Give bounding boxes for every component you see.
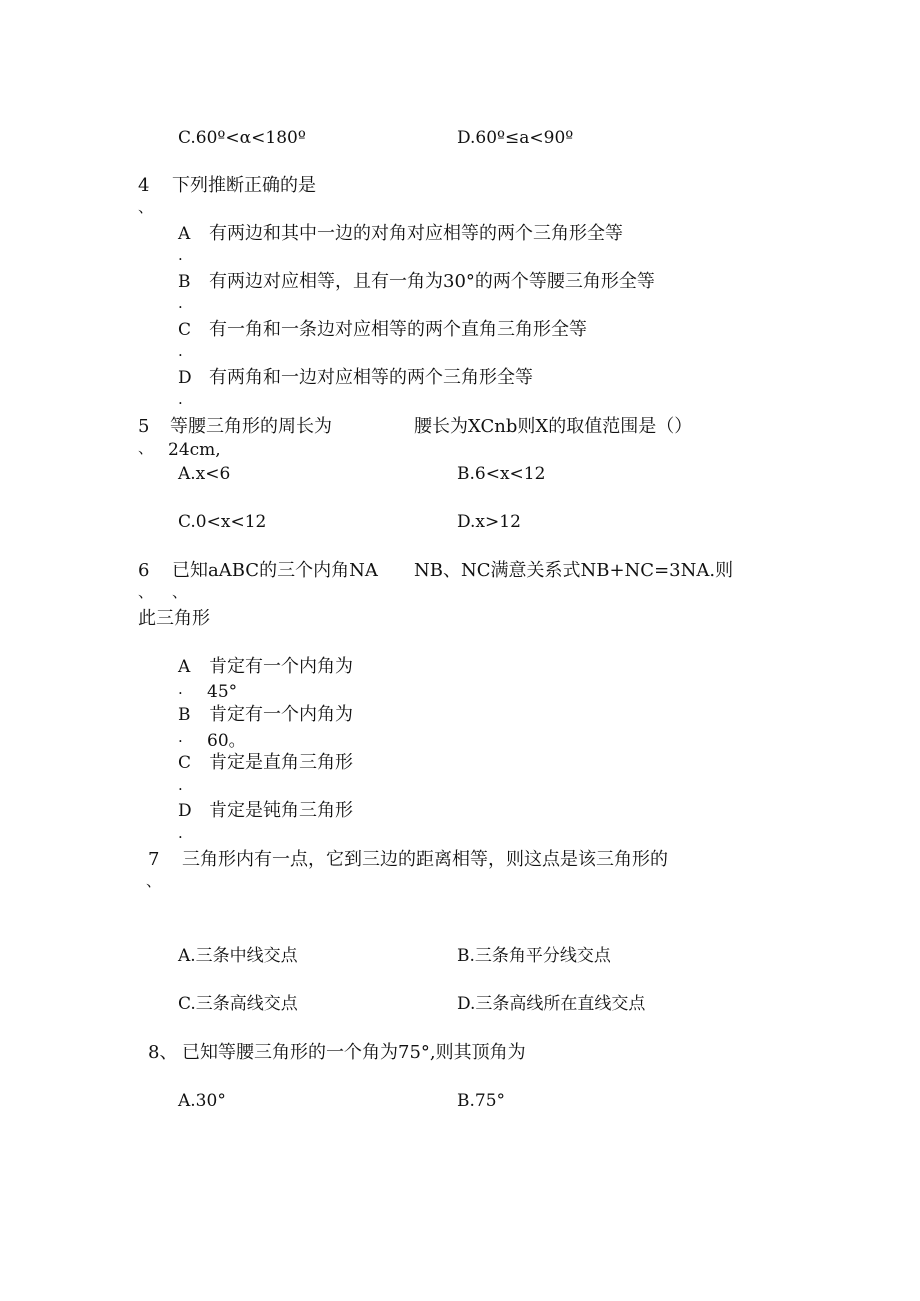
q7-option-c: C.三条高线交点 xyxy=(178,994,298,1014)
q4-option-a-letter: A xyxy=(178,224,191,244)
q8-stem: 已知等腰三角形的一个角为75°,则其顶角为 xyxy=(182,1042,526,1063)
q7-number: 7 xyxy=(148,849,160,870)
q7-separator: 、 xyxy=(146,872,162,890)
q5-stem-part2: 腰长为XCnb则X的取值范围是（） xyxy=(414,416,693,437)
q7-option-d: D.三条高线所在直线交点 xyxy=(457,994,646,1014)
q4-option-d-text: 有两角和一边对应相等的两个三角形全等 xyxy=(209,367,533,388)
q6-option-a-dot: . xyxy=(178,680,183,698)
q3-option-d: D.60º≤a<90º xyxy=(457,128,574,148)
q7-option-a: A.三条中线交点 xyxy=(178,946,298,966)
q6-separator: 、 xyxy=(138,583,154,601)
q8-number: 8、 xyxy=(148,1042,178,1063)
q3-option-c: C.60º<α<180º xyxy=(178,128,306,148)
q6-option-b-letter: B xyxy=(178,705,191,725)
q4-option-b-text: 有两边对应相等，且有一角为30°的两个等腰三角形全等 xyxy=(209,271,655,292)
q5-option-d: D.x>12 xyxy=(457,512,521,532)
q6-option-b-dot: . xyxy=(178,728,183,746)
q6-number: 6 xyxy=(138,560,150,581)
q8-option-a: A.30° xyxy=(178,1091,226,1111)
q4-option-b-dot: . xyxy=(178,294,183,312)
q6-option-a-text: 肯定有一个内角为 xyxy=(209,656,353,677)
q4-option-b-letter: B xyxy=(178,272,191,292)
q7-stem: 三角形内有一点，它到三边的距离相等，则这点是该三角形的 xyxy=(182,849,668,870)
q5-separator: 、 xyxy=(138,439,154,457)
q6-option-a-wrap: 45° xyxy=(207,682,238,702)
q4-number: 4 xyxy=(138,175,150,196)
q6-option-c-letter: C xyxy=(178,753,192,773)
q5-stem-wrap: 24cm, xyxy=(168,440,221,460)
q6-stem-part2: NB、NC满意关系式NB+NC=3NA.则 xyxy=(414,560,734,581)
q5-option-a: A.x<6 xyxy=(178,464,231,484)
q4-option-c-dot: . xyxy=(178,342,183,360)
q6-option-c-dot: . xyxy=(178,776,183,794)
q5-option-c: C.0<x<12 xyxy=(178,512,267,532)
q4-option-c-text: 有一角和一条边对应相等的两个直角三角形全等 xyxy=(209,319,587,340)
q7-option-b: B.三条角平分线交点 xyxy=(457,946,611,966)
q6-option-c-text: 肯定是直角三角形 xyxy=(209,752,353,773)
q5-number: 5 xyxy=(138,416,150,437)
q5-stem-part1: 等腰三角形的周长为 xyxy=(170,416,332,437)
q4-option-c-letter: C xyxy=(178,320,192,340)
q4-option-a-dot: . xyxy=(178,246,183,264)
q6-option-d-dot: . xyxy=(178,824,183,842)
q8-option-b: B.75° xyxy=(457,1091,506,1111)
q6-option-d-text: 肯定是钝角三角形 xyxy=(209,800,353,821)
q6-stem-line2: 此三角形 xyxy=(138,608,210,629)
q4-option-d-letter: D xyxy=(178,368,192,388)
q4-separator: 、 xyxy=(138,198,154,216)
q6-option-b-text: 肯定有一个内角为 xyxy=(209,704,353,725)
q4-option-a-text: 有两边和其中一边的对角对应相等的两个三角形全等 xyxy=(209,223,623,244)
q6-option-d-letter: D xyxy=(178,801,192,821)
q4-option-d-dot: . xyxy=(178,390,183,408)
q6-option-b-wrap: 60。 xyxy=(207,731,246,751)
q6-stem-part1: 已知aABC的三个内角NA xyxy=(172,560,378,581)
q5-option-b: B.6<x<12 xyxy=(457,464,546,484)
q6-option-a-letter: A xyxy=(178,657,191,677)
q4-stem: 下列推断正确的是 xyxy=(172,175,316,196)
q6-stem-part1-separator: 、 xyxy=(172,583,188,601)
